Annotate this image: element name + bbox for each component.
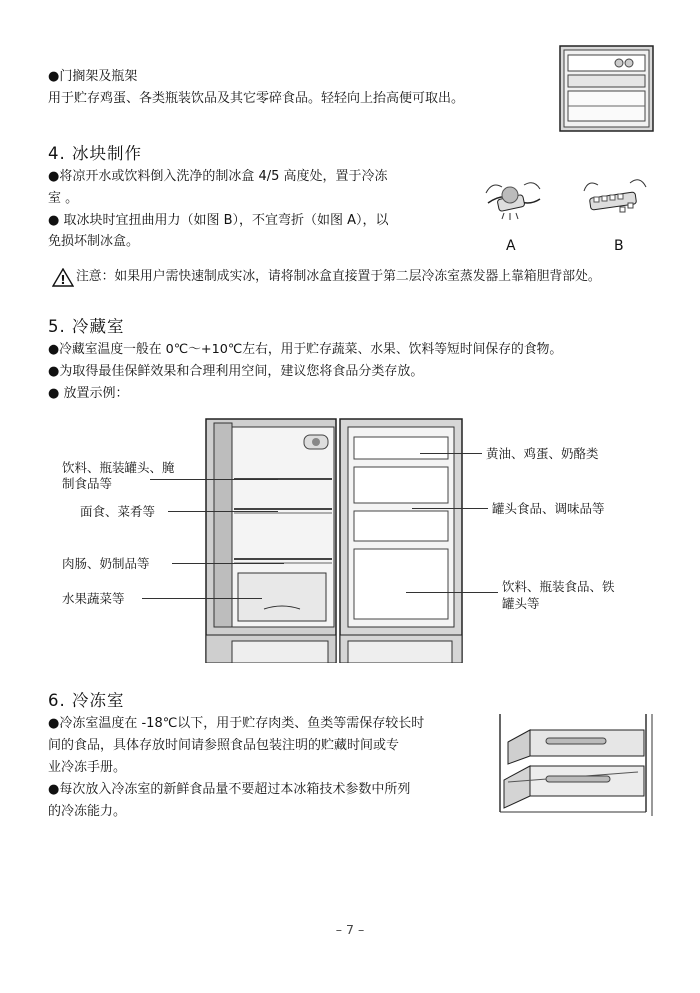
- warning-triangle-icon: [52, 268, 74, 287]
- fridge-bullet-2: ●为取得最佳保鲜效果和合理利用空间，建议您将食品分类存放。: [48, 364, 424, 379]
- door-rack-title: ●门搁架及瓶架: [48, 69, 138, 84]
- ice-step2-line1: ● 取冰块时宜扭曲用力（如图 B），不宜弯折（如图 A），以: [48, 213, 389, 228]
- label-bottled-goods-line1: 饮料、瓶装罐头、腌: [62, 460, 175, 475]
- leader-line: [168, 511, 278, 512]
- ice-tray-twist-illustration: [580, 173, 652, 223]
- freezer-line-5: 的冷冻能力。: [48, 804, 127, 819]
- label-butter-eggs: 黄油、鸡蛋、奶酪类: [486, 446, 599, 461]
- fridge-bullet-3: ● 放置示例：: [48, 386, 129, 401]
- warning-symbol: !: [60, 273, 66, 287]
- figure-b-label: B: [614, 238, 624, 254]
- label-fruit-veg: 水果蔬菜等: [62, 591, 125, 606]
- label-bottled-goods-line2: 制食品等: [62, 476, 113, 491]
- leader-line: [142, 598, 262, 599]
- freezer-heading: 6. 冷冻室: [48, 691, 125, 710]
- leader-line: [412, 508, 488, 509]
- page-number: – 7 –: [335, 922, 365, 937]
- ice-heading: 4. 冰块制作: [48, 144, 142, 163]
- ice-step1-line1: ●将凉开水或饮料倒入洗净的制冰盒 4/5 高度处，置于冷冻: [48, 169, 388, 184]
- ice-step2-line2: 免损坏制冰盒。: [48, 234, 140, 249]
- fridge-compartment-illustration: [204, 409, 464, 663]
- door-rack-illustration: [559, 45, 654, 132]
- freezer-line-3: 业冷冻手册。: [48, 760, 127, 775]
- ice-step1-line2: 室 。: [48, 191, 79, 206]
- freezer-line-4: ●每次放入冷冻室的新鲜食品量不要超过本冰箱技术参数中所列: [48, 782, 411, 797]
- ice-tray-bend-illustration: [482, 173, 544, 223]
- figure-a-label: A: [506, 238, 516, 254]
- label-sausage-dairy: 肉肠、奶制品等: [62, 556, 150, 571]
- freezer-line-1: ●冷冻室温度在 -18℃以下，用于贮存肉类、鱼类等需保存较长时: [48, 716, 425, 731]
- label-beverages-line2: 罐头等: [502, 596, 540, 611]
- freezer-line-2: 间的食品，具体存放时间请参照食品包装注明的贮藏时间或专: [48, 738, 400, 753]
- leader-line: [420, 453, 482, 454]
- ice-note: 注意：如果用户需快速制成实冰，请将制冰盒直接置于第二层冷冻室蒸发器上靠箱胆背部处。: [76, 269, 601, 284]
- freezer-drawer-illustration: [496, 712, 656, 822]
- leader-line: [172, 563, 284, 564]
- door-rack-desc: 用于贮存鸡蛋、各类瓶装饮品及其它零碎食品。轻轻向上抬高便可取出。: [48, 91, 465, 106]
- fridge-heading: 5. 冷藏室: [48, 317, 125, 336]
- label-cooked-food: 面食、菜肴等: [80, 504, 156, 519]
- leader-line: [406, 592, 498, 593]
- fridge-bullet-1: ●冷藏室温度一般在 0℃～+10℃左右，用于贮存蔬菜、水果、饮料等短时间保存的食物。: [48, 342, 563, 357]
- label-beverages-line1: 饮料、瓶装食品、铁: [502, 579, 615, 594]
- label-canned-spices: 罐头食品、调味品等: [492, 501, 605, 516]
- leader-line: [150, 479, 278, 480]
